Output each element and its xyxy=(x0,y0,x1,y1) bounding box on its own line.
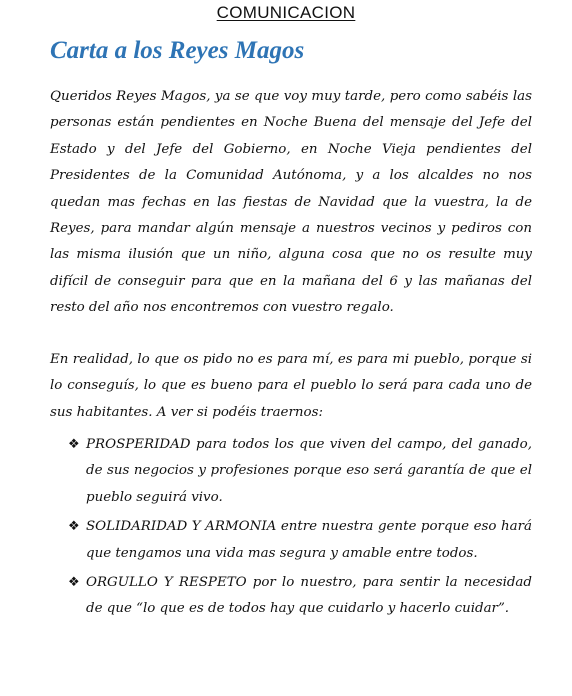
wish-list-item-text: ORGULLO Y RESPETO por lo nuestro, para sentir la necesidad de que “lo que es de todos hay que cuidarlo y hacerlo cuidar”. xyxy=(86,575,532,617)
wish-list-item-text: PROSPERIDAD para todos los que viven del campo, del ganado, de sus negocios y profesiones porque eso será garantía de que el pueblo seguirá vivo. xyxy=(86,437,532,505)
section-header xyxy=(0,3,572,23)
letter-paragraph-1: Queridos Reyes Magos, ya se que voy muy tarde, pero como sabéis las personas están pendientes en Noche Buena del mensaje del Jefe del Estado y del Jefe del Gobierno, en Noche Vieja pendientes del Presidentes de la Comunidad Autónoma, y a los alcaldes no nos quedan mas fechas en las fiestas de Navidad que la vuestra, la de Reyes, para mandar algún mensaje a nuestros vecinos y pediros con las misma ilusión que un niño, alguna cosa que no os resulte muy difícil de conseguir para que en la mañana del 6 y las mañanas del resto del año nos encontremos con vuestro regalo. xyxy=(50,89,532,316)
wish-list xyxy=(68,432,532,626)
wish-list-item-solidaridad xyxy=(68,514,532,567)
letter-title: Carta a los Reyes Magos xyxy=(50,37,305,64)
wish-list-item-text: SOLIDARIDAD Y ARMONIA entre nuestra gente porque eso hará que tengamos una vida mas segura y amable entre todos. xyxy=(86,519,532,561)
diamond-bullet-icon: ❖ xyxy=(68,519,80,535)
diamond-bullet-icon: ❖ xyxy=(68,575,80,591)
letter-paragraph-2: En realidad, lo que os pido no es para mí, es para mi pueblo, porque si lo conseguís, lo que es bueno para el pueblo lo será para cada uno de sus habitantes. A ver si podéis traernos: xyxy=(50,352,532,420)
wish-list-item-prosperidad xyxy=(68,432,532,511)
diamond-bullet-icon: ❖ xyxy=(68,437,80,452)
wish-list-item-orgullo xyxy=(68,570,532,623)
section-header-label: COMUNICACION xyxy=(216,3,356,22)
